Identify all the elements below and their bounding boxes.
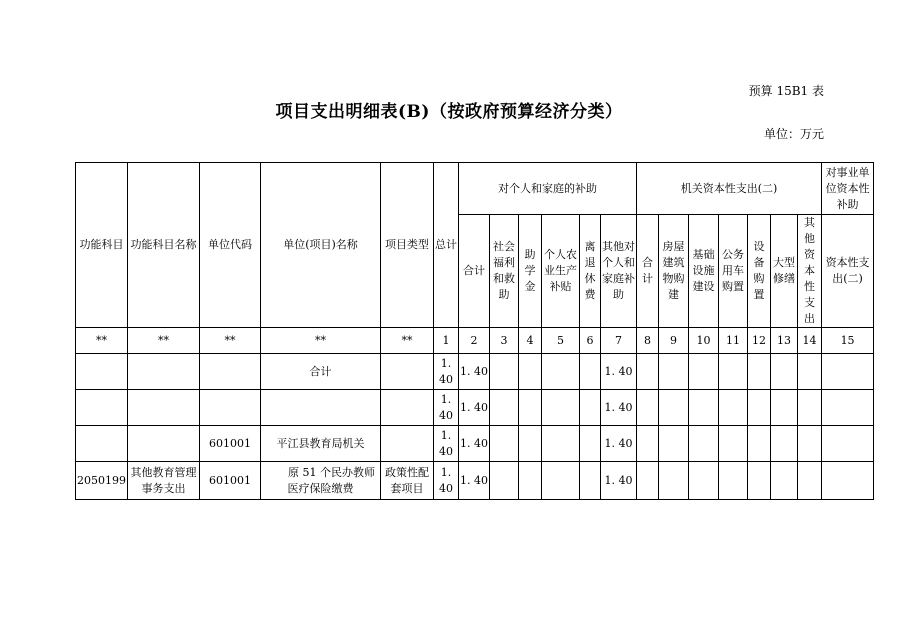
header-sub-personal-total: 合计	[459, 215, 490, 328]
index-cell: 6	[580, 328, 601, 354]
table-row	[76, 354, 874, 390]
index-cell: 4	[519, 328, 542, 354]
unit-label: 单位：万元	[763, 127, 824, 141]
index-cell: 15	[822, 328, 874, 354]
cell-func-name: 其他教育管理事务支出	[128, 462, 200, 500]
index-row	[76, 328, 874, 354]
index-cell: 5	[542, 328, 580, 354]
cell-personal-subtotal: 1. 40	[459, 462, 490, 500]
cell-unit-code: 601001	[200, 426, 261, 462]
cell-func-code	[76, 426, 128, 462]
table-row	[76, 462, 874, 500]
header-project-type: 项目类型	[381, 163, 434, 328]
index-cell: 9	[659, 328, 689, 354]
cell-func-name	[128, 390, 200, 426]
cell-other-personal: 1. 40	[601, 390, 637, 426]
cell-total: 1. 40	[434, 426, 459, 462]
header-func-name: 功能科目名称	[128, 163, 200, 328]
form-number: 预算 15B1 表	[748, 84, 824, 98]
header-sub-other-personal: 其他对个人和家庭补助	[601, 215, 637, 328]
index-cell: **	[200, 328, 261, 354]
header-func-code: 功能科目	[76, 163, 128, 328]
cell-unit-name: 平江县教育局机关	[261, 426, 381, 462]
cell-total: 1. 40	[434, 390, 459, 426]
index-cell: **	[381, 328, 434, 354]
index-cell: 10	[689, 328, 719, 354]
header-total: 总计	[434, 163, 459, 328]
cell-func-code	[76, 354, 128, 390]
cell-unit-code	[200, 390, 261, 426]
cell-unit-code: 601001	[200, 462, 261, 500]
index-cell: 2	[459, 328, 490, 354]
header-sub-welfare: 社会福利和救助	[490, 215, 519, 328]
index-cell: **	[76, 328, 128, 354]
cell-unit-name: 原 51 个民办教师医疗保险缴费	[261, 462, 381, 500]
header-group-personal: 对个人和家庭的补助	[459, 163, 637, 215]
header-sub-equipment: 设备购置	[748, 215, 771, 328]
index-cell: 14	[798, 328, 822, 354]
cell-func-name	[128, 354, 200, 390]
cell-other-personal: 1. 40	[601, 426, 637, 462]
header-sub-other-capital: 其他资本性支出	[798, 215, 822, 328]
cell-func-code: 2050199	[76, 462, 128, 500]
header-sub-infrastructure: 基础设施建设	[689, 215, 719, 328]
index-cell: **	[128, 328, 200, 354]
index-cell: 8	[637, 328, 659, 354]
header-sub-repairs: 大型修缮	[771, 215, 798, 328]
cell-project-type	[381, 426, 434, 462]
cell-project-type: 政策性配套项目	[381, 462, 434, 500]
header-sub-buildings: 房屋建筑物购建	[659, 215, 689, 328]
header-unit-name: 单位(项目)名称	[261, 163, 381, 328]
table-row	[76, 426, 874, 462]
cell-personal-subtotal: 1. 40	[459, 390, 490, 426]
cell-func-name	[128, 426, 200, 462]
expenditure-table	[75, 162, 874, 500]
cell-unit-name: 合计	[261, 354, 381, 390]
index-cell: 3	[490, 328, 519, 354]
header-sub-scholarship: 助学金	[519, 215, 542, 328]
header-group-enterprise: 对事业单位资本性补助	[822, 163, 874, 215]
cell-personal-subtotal: 1. 40	[459, 354, 490, 390]
index-cell: 1	[434, 328, 459, 354]
cell-total: 1. 40	[434, 354, 459, 390]
header-sub-vehicles: 公务用车购置	[719, 215, 748, 328]
header-sub-farm-subsidy: 个人农业生产补贴	[542, 215, 580, 328]
index-cell: 7	[601, 328, 637, 354]
index-cell: 13	[771, 328, 798, 354]
header-sub-retirement: 离退休费	[580, 215, 601, 328]
cell-other-personal: 1. 40	[601, 354, 637, 390]
index-cell: **	[261, 328, 381, 354]
index-cell: 12	[748, 328, 771, 354]
header-sub-capital-two: 资本性支出(二)	[822, 215, 874, 328]
cell-func-code	[76, 390, 128, 426]
cell-other-personal: 1. 40	[601, 462, 637, 500]
cell-unit-name	[261, 390, 381, 426]
header-group-capital: 机关资本性支出(二)	[637, 163, 822, 215]
cell-project-type	[381, 390, 434, 426]
header-unit-code: 单位代码	[200, 163, 261, 328]
cell-total: 1. 40	[434, 462, 459, 500]
cell-project-type	[381, 354, 434, 390]
cell-unit-code	[200, 354, 261, 390]
header-sub-capital-total: 合计	[637, 215, 659, 328]
page-title: 项目支出明细表(B)（按政府预算经济分类）	[275, 102, 623, 122]
table-row	[76, 390, 874, 426]
cell-personal-subtotal: 1. 40	[459, 426, 490, 462]
index-cell: 11	[719, 328, 748, 354]
